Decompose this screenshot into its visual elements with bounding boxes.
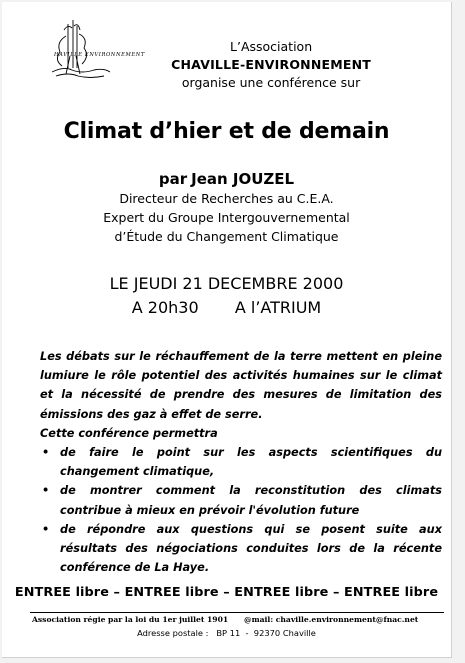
speaker-prefix: par: [158, 170, 188, 188]
footer-address: Adresse postale : BP 11 - 92370 Chaville: [137, 628, 316, 638]
free-entry-banner: ENTREE libre – ENTREE libre – ENTREE libre – ENTREE libre: [14, 585, 439, 600]
objectives-list: [40, 443, 442, 577]
poster-page: [2, 2, 452, 658]
footer-legal: Association régie par la loi du 1er juillet 1901: [32, 615, 229, 624]
description-block: [40, 347, 442, 577]
description-lead: Cette conférence permettra: [40, 426, 218, 440]
list-item: • de montrer comment la reconstitution des climats contribue à mieux en prévoir l'évolution future: [40, 481, 442, 519]
description-intro: Les débats sur le réchauffement de la terre mettent en pleine lumiure le rôle potentiel des activités humaines sur le climat et la nécessité de prendre des mesures de limitation des émissions des gaz à effet de serre.: [40, 350, 442, 421]
speaker-block: [2, 170, 451, 246]
logo-text: HAVILLE ENVIRONNEMENT: [54, 52, 145, 58]
footer-divider: [30, 612, 444, 613]
conference-title: Climat d’hier et de demain: [63, 119, 390, 144]
organizer-line-3: organise une conférence sur: [181, 75, 361, 90]
association-logo: [46, 16, 145, 82]
event-place: A l’ATRIUM: [234, 298, 322, 317]
list-item: • de faire le point sur les aspects scientifiques du changement climatique,: [40, 443, 442, 481]
tree-logo-icon: [46, 16, 126, 82]
event-block: [2, 272, 451, 320]
speaker-role-2: Expert du Groupe Intergouvernemental: [103, 210, 350, 225]
speaker-name: Jean JOUZEL: [191, 170, 295, 188]
organizer-block: [171, 38, 371, 92]
speaker-line: [2, 170, 451, 189]
footer-email: @mail: chaville.environnement@fnac.net: [244, 615, 419, 624]
event-date: LE JEUDI 21 DECEMBRE 2000: [109, 274, 344, 293]
event-time-place: [2, 296, 451, 320]
speaker-role-3: d’Étude du Changement Climatique: [114, 229, 339, 244]
speaker-role-1: Directeur de Recherches au C.E.A.: [119, 191, 334, 206]
list-item: • de répondre aux questions qui se posent suite aux résultats des négociations conduites lors de la récente conférence de La Haye.: [40, 520, 442, 578]
organizer-name: CHAVILLE-ENVIRONNEMENT: [171, 57, 371, 72]
event-time: A 20h30: [131, 298, 199, 317]
organizer-line-1: L’Association: [230, 39, 313, 54]
